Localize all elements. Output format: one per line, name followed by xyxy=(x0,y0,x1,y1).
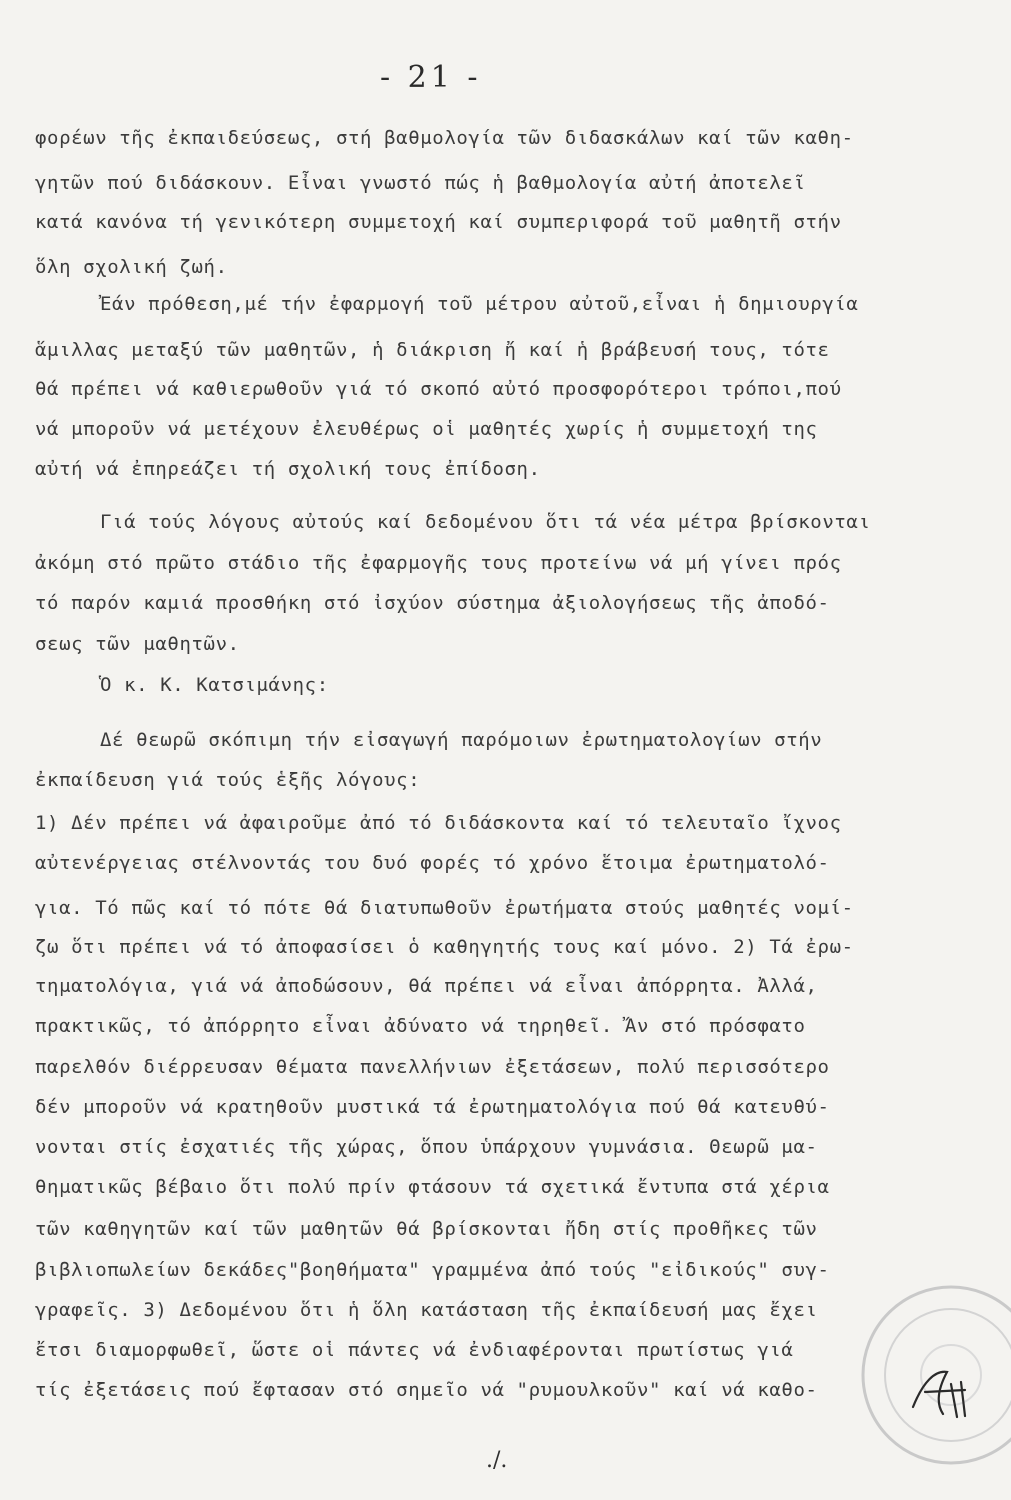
text-line: Ὁ κ. Κ. Κατσιμάνης: xyxy=(100,674,329,696)
text-line: σεως τῶν μαθητῶν. xyxy=(35,633,240,655)
page-number: - 21 - xyxy=(380,60,482,95)
text-line: παρελθόν διέρρευσαν θέματα πανελλήνιων ἐξετάσεων, πολύ περισσότερο xyxy=(35,1056,830,1078)
handwritten-signature xyxy=(905,1362,975,1422)
text-line: Γιά τούς λόγους αὐτούς καί δεδομένου ὅτι τά νέα μέτρα βρίσκονται xyxy=(100,511,871,533)
text-line: γητῶν πού διδάσκουν. Εἶναι γνωστό πώς ἡ βαθμολογία αὐτή ἀποτελεῖ xyxy=(35,172,806,194)
text-line: ἔτσι διαμορφωθεῖ, ὥστε οἱ πάντες νά ἐνδιαφέρονται πρωτίστως γιά xyxy=(35,1339,794,1361)
text-line: για. Τό πῶς καί τό πότε θά διατυπωθοῦν ἐρωτήματα στούς μαθητές νομί- xyxy=(35,897,854,919)
continuation-mark: ./. xyxy=(486,1448,508,1473)
text-line: ὅλη σχολική ζωή. xyxy=(35,256,228,278)
text-line: τηματολόγια, γιά νά ἀποδώσουν, θά πρέπει νά εἶναι ἀπόρρητα. Ἀλλά, xyxy=(35,975,818,997)
text-line: νά μποροῦν νά μετέχουν ἐλευθέρως οἱ μαθητές χωρίς ἡ συμμετοχή της xyxy=(35,418,818,440)
text-line: Δέ θεωρῶ σκόπιμη τήν εἰσαγωγή παρόμοιων ἐρωτηματολογίων στήν xyxy=(100,729,823,751)
text-line: νονται στίς ἐσχατιές τῆς χώρας, ὅπου ὑπάρχουν γυμνάσια. Θεωρῶ μα- xyxy=(35,1136,818,1158)
text-line: δέν μποροῦν νά κρατηθοῦν μυστικά τά ἐρωτηματολόγια πού θά κατευθύ- xyxy=(35,1096,830,1118)
text-line: ζω ὅτι πρέπει νά τό ἀποφασίσει ὁ καθηγητής τους καί μόνο. 2) Τά ἐρω- xyxy=(35,936,854,958)
text-line: βιβλιοπωλείων δεκάδες"βοηθήματα" γραμμένα ἀπό τούς "εἰδικούς" συγ- xyxy=(35,1259,830,1281)
text-line: φορέων τῆς ἐκπαιδεύσεως, στή βαθμολογία τῶν διδασκάλων καί τῶν καθη- xyxy=(35,127,854,149)
text-line: τό παρόν καμιά προσθήκη στό ἰσχύον σύστημα ἀξιολογήσεως τῆς ἀποδό- xyxy=(35,592,830,614)
text-line: τίς ἐξετάσεις πού ἔφτασαν στό σημεῖο νά "ρυμουλκοῦν" καί νά καθο- xyxy=(35,1379,818,1401)
text-line: γραφεῖς. 3) Δεδομένου ὅτι ἡ ὅλη κατάσταση τῆς ἐκπαίδευσή μας ἔχει xyxy=(35,1299,818,1321)
text-line: θά πρέπει νά καθιερωθοῦν γιά τό σκοπό αὐτό προσφορότεροι τρόποι,πού xyxy=(35,378,842,400)
text-line: πρακτικῶς, τό ἀπόρρητο εἶναι ἀδύνατο νά τηρηθεῖ. Ἄν στό πρόσφατο xyxy=(35,1015,806,1037)
text-line: θηματικῶς βέβαιο ὅτι πολύ πρίν φτάσουν τά σχετικά ἔντυπα στά χέρια xyxy=(35,1176,830,1198)
text-line: κατά κανόνα τή γενικότερη συμμετοχή καί συμπεριφορά τοῦ μαθητῆ στήν xyxy=(35,211,842,233)
text-line: ἐκπαίδευση γιά τούς ἑξῆς λόγους: xyxy=(35,769,421,791)
text-line: τῶν καθηγητῶν καί τῶν μαθητῶν θά βρίσκονται ἤδη στίς προθῆκες τῶν xyxy=(35,1218,818,1240)
text-line: 1) Δέν πρέπει νά ἀφαιροῦμε ἀπό τό διδάσκοντα καί τό τελευταῖο ἴχνος xyxy=(35,812,842,834)
text-line: Ἐάν πρόθεση,μέ τήν ἐφαρμογή τοῦ μέτρου αὐτοῦ,εἶναι ἡ δημιουργία xyxy=(100,293,859,315)
text-line: αὐτενέργειας στέλνοντάς του δυό φορές τό χρόνο ἕτοιμα ἐρωτηματολό- xyxy=(35,852,830,874)
text-line: αὐτή νά ἐπηρεάζει τή σχολική τους ἐπίδοση. xyxy=(35,458,541,480)
text-line: ἅμιλλας μεταξύ τῶν μαθητῶν, ἡ διάκριση ἤ καί ἡ βράβευσή τους, τότε xyxy=(35,339,830,361)
text-line: ἀκόμη στό πρῶτο στάδιο τῆς ἐφαρμογῆς τους προτείνω νά μή γίνει πρός xyxy=(35,552,842,574)
